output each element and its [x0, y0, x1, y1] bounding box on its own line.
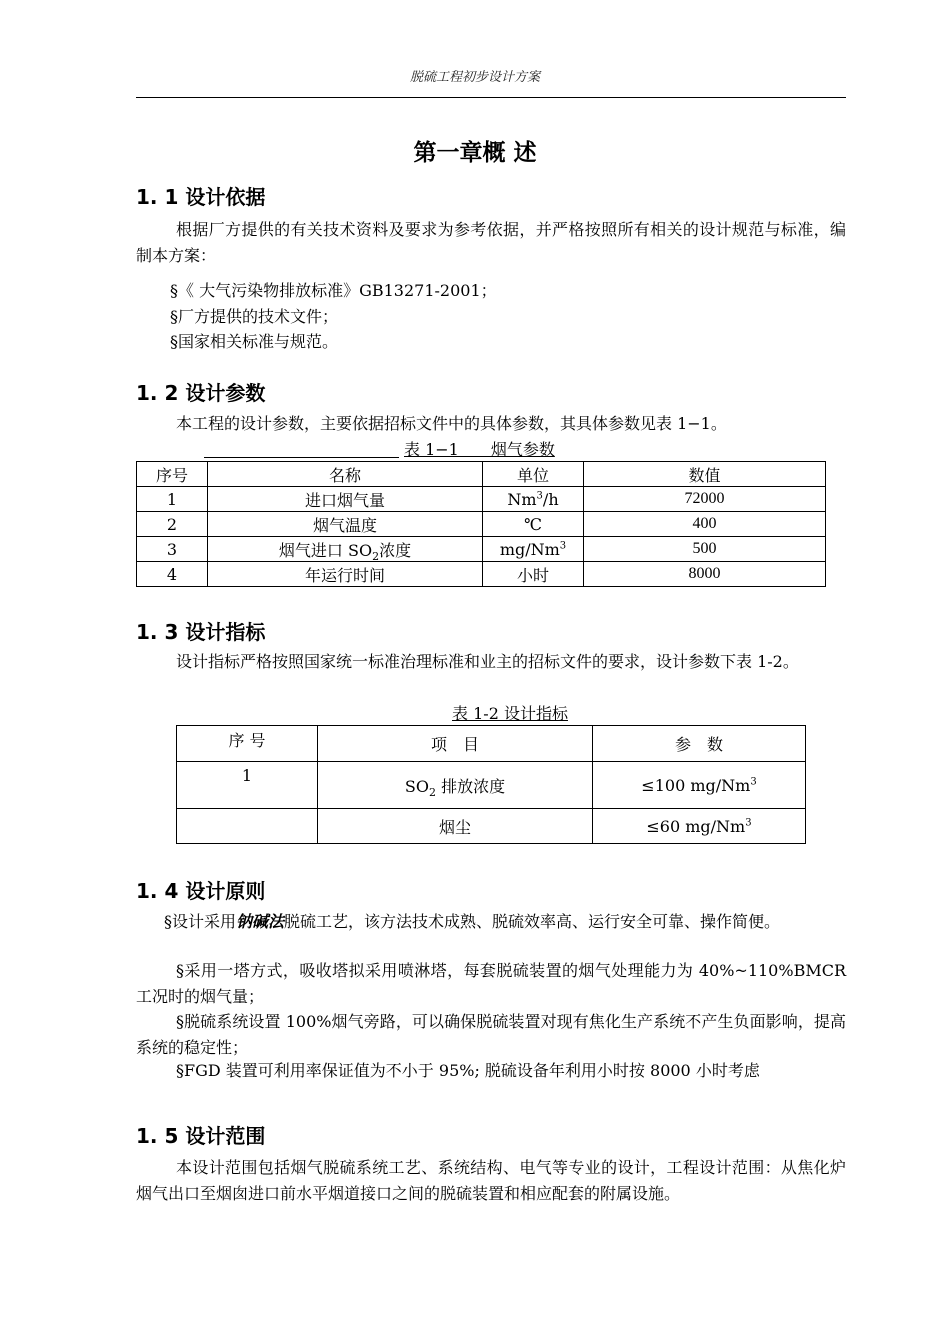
cell-item: 烟尘	[318, 809, 593, 844]
cell-no: 1	[177, 762, 318, 809]
caption-underline-lead	[204, 457, 399, 458]
table-row	[137, 537, 826, 562]
table-row	[137, 512, 826, 537]
table-1-2-caption: 表 1-2 设计指标	[452, 704, 568, 723]
section-1-1-para: 根据厂方提供的有关技术资料及要求为参考依据，并严格按照所有相关的设计规范与标准，编制本方案：	[136, 220, 846, 265]
table-header-row	[177, 726, 806, 762]
table-header-row	[137, 462, 826, 487]
cell-value: 400	[584, 512, 826, 537]
cell-value: 500	[584, 537, 826, 562]
section-1-5-title: 1. 5 设计范围	[136, 1124, 266, 1148]
col-header: 数值	[584, 462, 826, 487]
basis-item: §厂方提供的技术文件；	[170, 307, 339, 326]
cell-name: 年运行时间	[208, 562, 483, 587]
page-header: 脱硫工程初步设计方案	[409, 70, 540, 85]
cell-unit: Nm$^3$/h	[483, 487, 584, 512]
table-row	[137, 562, 826, 587]
cell-value: 72000	[584, 487, 826, 512]
section-1-1-title: 1. 1 设计依据	[136, 185, 266, 209]
basis-item: §《 大气污染物排放标准》GB13271-2001；	[170, 281, 497, 300]
col-header: 序号	[137, 462, 208, 487]
section-1-3-title: 1. 3 设计指标	[136, 620, 266, 644]
cell-unit: mg/Nm$^3$	[483, 537, 584, 562]
cell-name: 烟气温度	[208, 512, 483, 537]
cell-unit: 小时	[483, 562, 584, 587]
col-header: 项 目	[318, 726, 593, 762]
cell-value: 8000	[584, 562, 826, 587]
table-1-1	[136, 461, 826, 587]
col-header: 参 数	[593, 726, 806, 762]
cell-no: 1	[137, 487, 208, 512]
cell-param: ≤100 mg/Nm$^3$	[593, 762, 806, 809]
col-header: 序 号	[177, 726, 318, 762]
cell-name: 进口烟气量	[208, 487, 483, 512]
principle-item-4: §FGD 装置可利用率保证值为不小于 95%; 脱硫设备年利用小时按 8000 小时考虑	[176, 1061, 760, 1080]
col-header: 名称	[208, 462, 483, 487]
table-1-2	[176, 725, 806, 844]
section-1-4-title: 1. 4 设计原则	[136, 879, 266, 903]
cell-unit: ℃	[483, 512, 584, 537]
principle-item-3: §脱硫系统设置 100%烟气旁路，可以确保脱硫装置对现有焦化生产系统不产生负面影响，提高系统的稳定性；	[136, 1012, 846, 1057]
basis-item: §国家相关标准与规范。	[170, 332, 339, 351]
section-1-2-title: 1. 2 设计参数	[136, 381, 266, 405]
cell-item: $SO_2$ 排放浓度	[318, 762, 593, 809]
principle-item-1: §设计采用钠碱法脱硫工艺，该方法技术成熟、脱硫效率高、运行安全可靠、操作简便。	[164, 912, 781, 931]
cell-no: 3	[137, 537, 208, 562]
cell-no: 4	[137, 562, 208, 587]
table-row	[177, 762, 806, 809]
cell-no	[177, 809, 318, 844]
principle-item-2: §采用一塔方式，吸收塔拟采用喷淋塔，每套脱硫装置的烟气处理能力为 40%~110%BMCR 工况时的烟气量；	[136, 961, 846, 1006]
cell-name: 烟气进口 $SO_2$浓度	[208, 537, 483, 562]
col-header: 单位	[483, 462, 584, 487]
table-row	[137, 487, 826, 512]
cell-no: 2	[137, 512, 208, 537]
section-1-3-para: 设计指标严格按照国家统一标准治理标准和业主的招标文件的要求，设计参数下表 1-2。	[176, 652, 799, 671]
header-divider	[136, 97, 846, 98]
table-row	[177, 809, 806, 844]
table-1-1-caption: 表 1−1 烟气参数	[404, 440, 555, 459]
section-1-5-para: 本设计范围包括烟气脱硫系统工艺、系统结构、电气等专业的设计，工程设计范围：从焦化炉烟气出口至烟囱进口前水平烟道接口之间的脱硫装置和相应配套的附属设施。	[136, 1158, 846, 1203]
section-1-2-para: 本工程的设计参数，主要依据招标文件中的具体参数，其具体参数见表 1−1。	[176, 414, 727, 433]
cell-param: ≤60 mg/Nm$^3$	[593, 809, 806, 844]
chapter-title: 第一章概 述	[413, 140, 537, 166]
